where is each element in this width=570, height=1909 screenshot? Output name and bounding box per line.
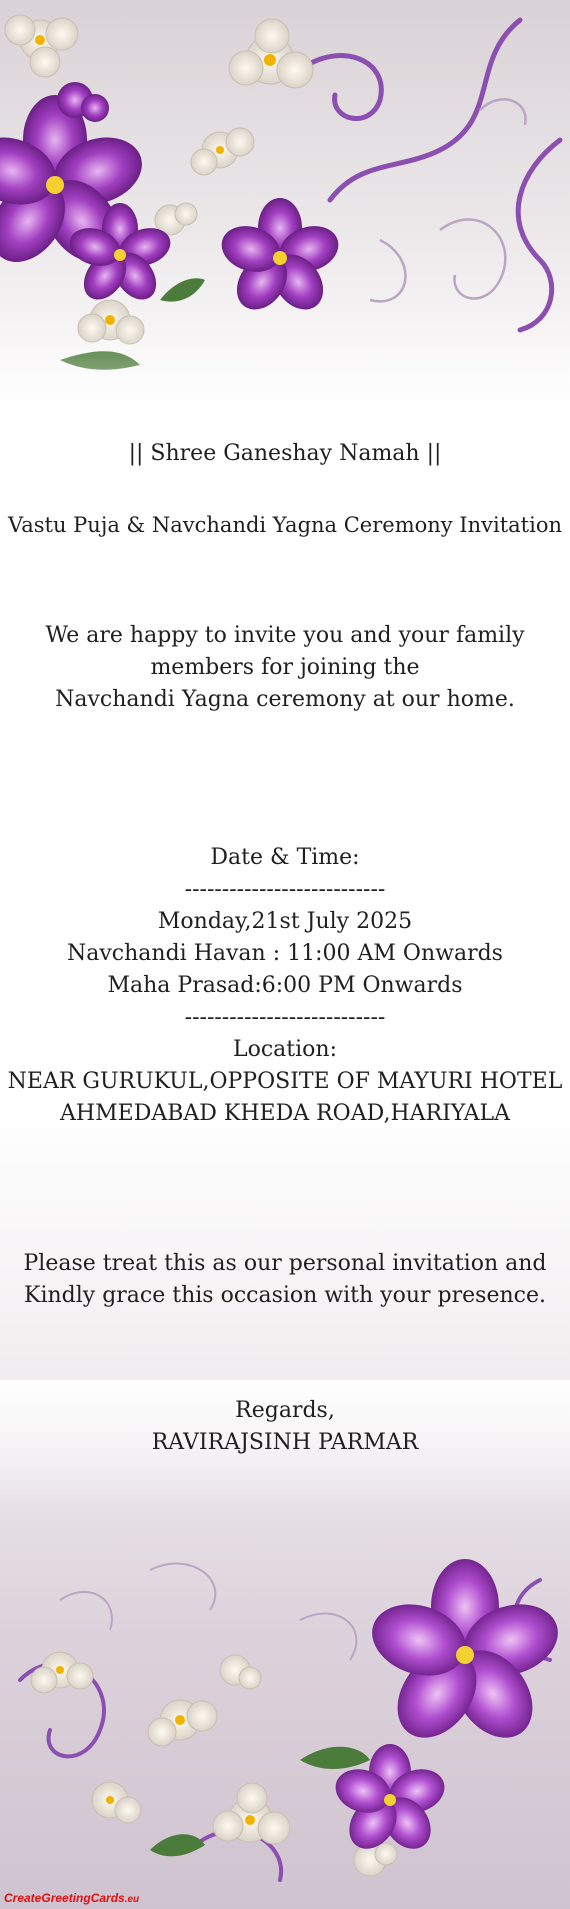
divider-bottom: --------------------------- — [184, 1005, 386, 1030]
intro-line: members for joining the — [150, 655, 420, 680]
watermark-logo[interactable] — [4, 1891, 139, 1905]
location-line: AHMEDABAD KHEDA ROAD,HARIYALA — [60, 1101, 510, 1126]
purple-flower-large — [363, 1559, 567, 1753]
schedule-item: Maha Prasad:6:00 PM Onwards — [107, 973, 463, 998]
intro-line: Navchandi Yagna ceremony at our home. — [55, 687, 515, 712]
date-heading: Date & Time: — [210, 845, 360, 870]
event-date: Monday,21st July 2025 — [157, 909, 413, 934]
regards-label: Regards, — [235, 1398, 335, 1423]
invitation-title: Vastu Puja & Navchandi Yagna Ceremony Invitation — [7, 513, 562, 537]
host-name: RAVIRAJSINH PARMAR — [151, 1430, 419, 1455]
watermark-suffix: .eu — [124, 1894, 140, 1905]
title-section — [0, 509, 570, 541]
location-line: NEAR GURUKUL,OPPOSITE OF MAYURI HOTEL — [7, 1069, 563, 1094]
blessing-section — [0, 438, 570, 470]
event-details-section — [0, 842, 570, 1130]
watermark-brand: CreateGreetingCards — [4, 1891, 125, 1905]
purple-flower-medium — [216, 198, 345, 319]
top-floral-decoration — [0, 0, 570, 470]
location-heading: Location: — [233, 1037, 337, 1062]
schedule-item: Navchandi Havan : 11:00 AM Onwards — [67, 941, 503, 966]
closing-line: Kindly grace this occasion with your presence. — [24, 1283, 546, 1308]
intro-section — [0, 620, 570, 716]
intro-line: We are happy to invite you and your family — [45, 623, 525, 648]
bottom-floral-decoration — [0, 1380, 570, 1909]
blessing-text: || Shree Ganeshay Namah || — [128, 441, 442, 466]
divider-top: --------------------------- — [184, 877, 386, 902]
closing-section — [0, 1248, 570, 1312]
closing-line: Please treat this as our personal invitation and — [23, 1251, 547, 1276]
signature-section — [0, 1395, 570, 1459]
